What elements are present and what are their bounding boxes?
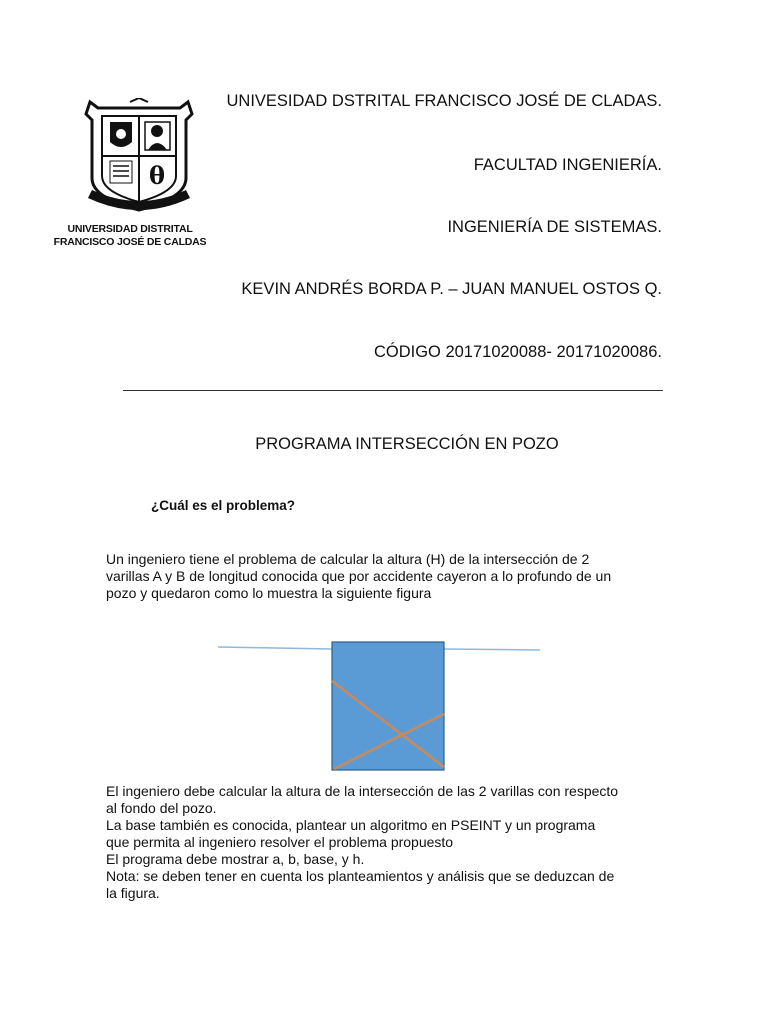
body-paragraph [106, 783, 676, 902]
intro-line: pozo y quedaron como lo muestra la siguiente figura [106, 585, 432, 601]
intro-line: varillas A y B de longitud conocida que por accidente cayeron a lo profundo de un [106, 568, 612, 584]
body-line: La base también es conocida, plantear un algoritmo en PSEINT y un programa [106, 817, 596, 833]
faculty-heading: FACULTAD INGENIERÍA. [473, 156, 662, 174]
intro-line: Un ingeniero tiene el problema de calcular la altura (H) de la intersección de 2 [106, 551, 590, 567]
student-code: CÓDIGO 20171020088- 20171020086. [373, 343, 662, 361]
logo-caption-line1: UNIVERSIDAD DISTRITAL [67, 223, 193, 235]
well-shape [332, 642, 444, 770]
document-title: PROGRAMA INTERSECCIÓN EN POZO [255, 435, 559, 453]
university-crest-logo [80, 98, 198, 220]
body-line: Nota: se deben tener en cuenta los planteamientos y análisis que se deduzcan de [106, 868, 615, 884]
body-line: que permita al ingeniero resolver el problema propuesto [106, 834, 454, 850]
svg-text:θ: θ [148, 161, 166, 190]
separator-line [123, 390, 663, 391]
university-heading: UNIVESIDAD DSTRITAL FRANCISCO JOSÉ DE CLADAS. [226, 92, 662, 110]
ground-line-right [444, 649, 540, 650]
ground-line-left [218, 647, 332, 649]
body-line: El programa debe mostrar a, b, base, y h. [106, 851, 365, 867]
intro-paragraph [106, 551, 676, 602]
problem-question: ¿Cuál es el problema? [151, 498, 296, 513]
program-heading: INGENIERÍA DE SISTEMAS. [447, 218, 662, 236]
authors-heading: KEVIN ANDRÉS BORDA P. – JUAN MANUEL OSTOS Q. [241, 280, 662, 298]
body-line: El ingeniero debe calcular la altura de la intersección de las 2 varillas con respecto [106, 783, 619, 799]
body-line: la figura. [106, 885, 160, 901]
body-line: al fondo del pozo. [106, 800, 217, 816]
well-rods-figure [210, 632, 550, 774]
logo-caption-line2: FRANCISCO JOSÉ DE CALDAS [53, 236, 207, 248]
